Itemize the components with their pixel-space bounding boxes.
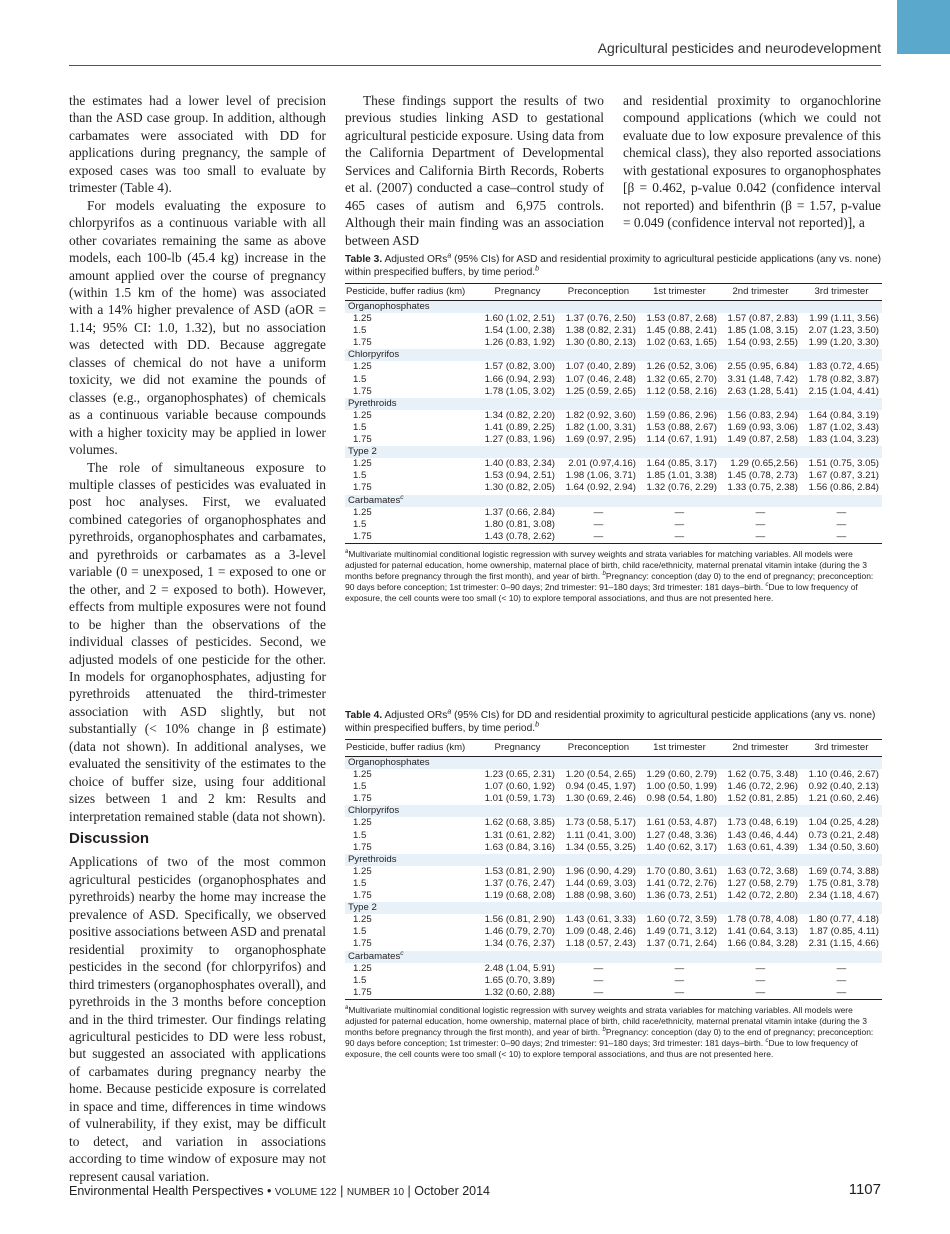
odds-ratio-cell: 1.53 (0.87, 2.68): [646, 313, 717, 325]
table-row: [345, 963, 882, 975]
odds-ratio-cell: 1.43 (0.46, 4.44): [727, 829, 798, 841]
table-row: [345, 793, 882, 805]
buffer-radius: 1.25: [353, 361, 372, 373]
odds-ratio-cell: 1.43 (0.78, 2.62): [484, 530, 555, 542]
odds-ratio-cell: 1.00 (0.50, 1.99): [646, 781, 717, 793]
buffer-radius: 1.5: [353, 926, 367, 938]
odds-ratio-cell: 2.07 (1.23, 3.50): [808, 325, 879, 337]
odds-ratio-cell: —: [674, 506, 685, 518]
buffer-radius: 1.75: [353, 482, 372, 494]
issue-number: NUMBER 10: [346, 1187, 405, 1198]
odds-ratio-cell: —: [593, 518, 604, 530]
odds-ratio-cell: 1.98 (1.06, 3.71): [565, 470, 636, 482]
buffer-radius: 1.5: [353, 470, 367, 482]
column-header: 3rd trimester: [801, 284, 882, 301]
buffer-radius: 1.25: [353, 962, 372, 974]
table-row: [345, 938, 882, 950]
odds-ratio-cell: 1.54 (1.00, 2.38): [484, 325, 555, 337]
table-row: [345, 842, 882, 854]
buffer-radius: 1.75: [353, 890, 372, 902]
table-row: [345, 337, 882, 349]
odds-ratio-cell: 1.40 (0.62, 3.17): [646, 841, 717, 853]
buffer-radius: 1.75: [353, 530, 372, 542]
odds-ratio-cell: 1.60 (1.02, 2.51): [484, 313, 555, 325]
odds-ratio-cell: —: [593, 986, 604, 998]
odds-ratio-cell: 1.87 (0.85, 4.11): [809, 926, 879, 938]
odds-ratio-cell: 1.80 (0.77, 4.18): [808, 914, 879, 926]
odds-ratio-cell: 1.02 (0.63, 1.65): [646, 337, 717, 349]
odds-ratio-cell: —: [593, 974, 604, 986]
odds-ratio-cell: 2.48 (1.04, 5.91): [484, 962, 555, 974]
odds-ratio-cell: 1.63 (0.61, 4.39): [727, 841, 798, 853]
buffer-radius: 1.75: [353, 938, 372, 950]
odds-ratio-cell: 1.70 (0.80, 3.61): [646, 865, 717, 877]
buffer-radius: 1.25: [353, 409, 372, 421]
odds-ratio-cell: 1.57 (0.82, 3.00): [484, 361, 555, 373]
buffer-radius: 1.25: [353, 865, 372, 877]
buffer-radius: 1.25: [353, 506, 372, 518]
odds-ratio-cell: 1.31 (0.61, 2.82): [484, 829, 555, 841]
odds-ratio-cell: —: [593, 962, 604, 974]
odds-ratio-cell: 1.36 (0.73, 2.51): [646, 890, 717, 902]
odds-ratio-cell: 1.69 (0.93, 3.06): [727, 421, 798, 433]
odds-ratio-cell: 1.56 (0.81, 2.90): [484, 914, 555, 926]
buffer-radius: 1.5: [353, 373, 367, 385]
odds-ratio-cell: 1.64 (0.92, 2.94): [565, 482, 636, 494]
odds-ratio-cell: 1.99 (1.20, 3.30): [808, 337, 879, 349]
odds-ratio-cell: 1.99 (1.11, 3.56): [809, 313, 879, 325]
odds-ratio-cell: 1.69 (0.97, 2.95): [565, 434, 636, 446]
odds-ratio-cell: 1.29 (0.65,2.56): [730, 458, 798, 470]
odds-ratio-cell: 1.33 (0.75, 2.38): [727, 482, 798, 494]
odds-ratio-cell: 1.66 (0.94, 2.93): [484, 373, 555, 385]
buffer-radius: 1.25: [353, 313, 372, 325]
volume: VOLUME 122: [274, 1187, 337, 1198]
odds-ratio-cell: 1.53 (0.81, 2.90): [484, 865, 555, 877]
buffer-radius: 1.75: [353, 986, 372, 998]
buffer-radius: 1.5: [353, 829, 367, 841]
column-header: Pregnancy: [477, 740, 558, 757]
buffer-radius: 1.75: [353, 337, 372, 349]
odds-ratio-cell: 1.78 (1.05, 3.02): [484, 385, 555, 397]
odds-ratio-cell: 1.21 (0.60, 2.46): [808, 793, 879, 805]
table-4: [345, 709, 882, 1060]
odds-ratio-cell: 1.07 (0.60, 1.92): [484, 781, 555, 793]
odds-ratio-cell: —: [836, 986, 847, 998]
paragraph: Applications of two of the most common agricultural pesticides (organophosphates and pyrethroids) nearby the home may increase the prevalence of ASD. Specifically, we observed positive associations between ASD and prenatal residential proximity to organophosphate pesticides in the second (for chlorpyrifos) and third trimesters (organophosphates overall), and pyrethroids in the 3 months before conception and in the third trimester. Our findings relating agricultural pesticides to DD were less robust, but suggested an associated with applications of carbamates during pregnancy nearby the home. Because pesticide exposure is correlated in space and time, differences in time windows of vulnerability, if they exist, may be difficult to detect, and variation in associations according to time window of exposure may not represent causal variation.: [69, 854, 326, 1184]
odds-ratio-cell: 1.09 (0.48, 2.46): [565, 926, 636, 938]
odds-ratio-cell: 1.82 (0.92, 3.60): [565, 409, 636, 421]
odds-ratio-cell: 1.64 (0.84, 3.19): [808, 409, 879, 421]
column-header: 2nd trimester: [720, 284, 801, 301]
table-row: [345, 361, 882, 373]
column-header: 2nd trimester: [720, 740, 801, 757]
column-header: Preconception: [558, 740, 639, 757]
odds-ratio-cell: 1.34 (0.55, 3.25): [565, 841, 636, 853]
odds-ratio-cell: 1.60 (0.72, 3.59): [646, 914, 717, 926]
table-row: [345, 458, 882, 470]
odds-ratio-cell: 1.65 (0.70, 3.89): [484, 974, 555, 986]
odds-ratio-cell: 2.34 (1.18, 4.67): [808, 890, 879, 902]
odds-ratio-cell: 2.63 (1.28, 5.41): [727, 385, 798, 397]
page-number: 1107: [848, 1181, 881, 1198]
table-footnote: $^a$Multivariate multinomial conditional logistic regression with survey weights and strata variables for matching variables. All models were adjusted for paternal education, home ownership, maternal place of birth, child race/ethnicity, maternal prenatal vitamin intake (during the 3 months before pregnancy through the first month), and year of birth. $^b$Pregnancy: conception (day 0) to the end of pregnancy; preconception: 90 days before conception; 1st trimester: 0–90 days; 2nd trimester: 91–180 days; 3rd trimester: 181 days–birth. $^c$Due to low frequency of exposure, the cell counts were too small (< 10) to explore temporal associations, and thus are not presented here.: [345, 1004, 874, 1060]
odds-ratio-cell: 1.49 (0.71, 3.12): [646, 926, 717, 938]
odds-ratio-cell: 1.64 (0.85, 3.17): [646, 458, 717, 470]
odds-ratio-cell: 1.30 (0.69, 2.46): [565, 793, 636, 805]
paragraph: the estimates had a lower level of precision than the ASD case group. In addition, although carbamates were associated with DD for applications during pregnancy, the sample of exposed cases was too small to evaluate by trimester (Table 4).: [69, 93, 326, 196]
table-row: [345, 386, 882, 398]
odds-ratio-cell: 1.01 (0.59, 1.73): [484, 793, 555, 805]
table-row: [345, 410, 882, 422]
odds-ratio-cell: 1.46 (0.79, 2.70): [484, 926, 555, 938]
odds-ratio-cell: 1.51 (0.75, 3.05): [808, 458, 879, 470]
odds-ratio-cell: —: [836, 530, 847, 542]
odds-ratio-cell: 1.57 (0.87, 2.83): [727, 313, 798, 325]
odds-ratio-cell: 1.26 (0.83, 1.92): [484, 337, 555, 349]
table-row: [345, 914, 882, 926]
odds-ratio-cell: 1.34 (0.82, 2.20): [484, 409, 555, 421]
buffer-radius: 1.5: [353, 974, 367, 986]
odds-ratio-cell: 1.88 (0.98, 3.60): [565, 890, 636, 902]
odds-ratio-cell: 1.83 (1.04, 3.23): [808, 434, 879, 446]
odds-ratio-cell: 1.37 (0.66, 2.84): [484, 506, 555, 518]
table-row: [345, 531, 882, 544]
odds-ratio-cell: 0.98 (0.54, 1.80): [646, 793, 717, 805]
odds-ratio-cell: 1.41 (0.64, 3.13): [727, 926, 798, 938]
separator: •: [267, 1184, 272, 1198]
odds-ratio-cell: —: [836, 506, 847, 518]
column-header: 1st trimester: [639, 740, 720, 757]
odds-ratio-cell: 1.45 (0.78, 2.73): [727, 470, 798, 482]
group-label: Organophosphates: [345, 757, 882, 770]
odds-ratio-cell: —: [593, 506, 604, 518]
right-column: [623, 92, 881, 232]
odds-ratio-cell: 1.49 (0.87, 2.58): [727, 434, 798, 446]
group-label: Pyrethroids: [345, 398, 882, 410]
odds-ratio-cell: —: [674, 962, 685, 974]
buffer-radius: 1.5: [353, 518, 367, 530]
odds-ratio-cell: 2.31 (1.15, 4.66): [808, 938, 879, 950]
journal-name: Environmental Health Perspectives: [69, 1184, 264, 1198]
odds-ratio-cell: —: [836, 518, 847, 530]
table-row: [345, 482, 882, 494]
odds-ratio-cell: 1.34 (0.76, 2.37): [484, 938, 555, 950]
odds-ratio-cell: 2.55 (0.95, 6.84): [727, 361, 798, 373]
odds-ratio-cell: 1.07 (0.40, 2.89): [565, 361, 636, 373]
odds-ratio-cell: 1.18 (0.57, 2.43): [565, 938, 636, 950]
table-row: [345, 769, 882, 781]
odds-ratio-cell: 1.75 (0.81, 3.78): [808, 877, 879, 889]
odds-ratio-cell: 1.11 (0.41, 3.00): [566, 829, 636, 841]
odds-ratio-cell: 1.52 (0.81, 2.85): [727, 793, 798, 805]
middle-column: [345, 92, 604, 249]
table-row: [345, 470, 882, 482]
paragraph: For models evaluating the exposure to chlorpyrifos as a continuous variable with all other covariates remaining the same as above models, each 100-lb (45.4 kg) increase in the amount applied over the course of pregnancy (within 1.5 km of the home) was associated with a 14% higher prevalence of ASD (aOR = 1.14; 95% CI: 1.0, 1.32), but no association was detected with DD. Because aggregate classes of chemical do not have a uniform toxicity, we did not examine the pounds of classes (e.g., organophosphates) of chemicals as a continuous variable because compounds with a higher toxicity may be applied in lower volumes.: [69, 197, 326, 458]
buffer-radius: 1.75: [353, 385, 372, 397]
odds-ratio-cell: 1.78 (0.82, 3.87): [808, 373, 879, 385]
buffer-radius: 1.25: [353, 914, 372, 926]
column-header: 3rd trimester: [801, 740, 882, 757]
odds-ratio-cell: 1.27 (0.58, 2.79): [727, 877, 798, 889]
odds-ratio-cell: —: [755, 974, 766, 986]
running-title: Agricultural pesticides and neurodevelopment: [597, 40, 881, 56]
group-label: Pyrethroids: [345, 854, 882, 866]
odds-ratio-cell: 1.62 (0.68, 3.85): [484, 817, 555, 829]
odds-ratio-cell: —: [674, 518, 685, 530]
odds-ratio-cell: —: [755, 530, 766, 542]
table-footnote: $^a$Multivariate multinomial conditional logistic regression with survey weights and strata variables for matching variables. All models were adjusted for paternal education, home ownership, maternal place of birth, child race/ethnicity, maternal prenatal vitamin intake (during the 3 months before pregnancy through the first month), and year of birth. $^b$Pregnancy: conception (day 0) to the end of pregnancy; preconception: 90 days before conception; 1st trimester: 0–90 days; 2nd trimester: 91–180 days; 3rd trimester: 181 days–birth. $^c$Due to low frequency of exposure, the cell counts were too small (< 10) to explore temporal associations, and thus are not presented here.: [345, 548, 874, 604]
left-column: [69, 92, 326, 1185]
odds-ratio-cell: 1.07 (0.46, 2.48): [565, 373, 636, 385]
odds-ratio-cell: 1.37 (0.76, 2.50): [565, 313, 636, 325]
table-row: [345, 975, 882, 987]
buffer-radius: 1.5: [353, 781, 367, 793]
odds-ratio-cell: 1.27 (0.83, 1.96): [484, 434, 555, 446]
odds-ratio-cell: —: [674, 530, 685, 542]
odds-ratio-cell: 1.56 (0.86, 2.84): [808, 482, 879, 494]
odds-ratio-cell: —: [836, 974, 847, 986]
odds-ratio-cell: 1.96 (0.90, 4.29): [565, 865, 636, 877]
odds-ratio-cell: 1.42 (0.72, 2.80): [727, 890, 798, 902]
data-table: [345, 283, 882, 544]
table-row: [345, 866, 882, 878]
buffer-radius: 1.75: [353, 793, 372, 805]
odds-ratio-cell: 2.15 (1.04, 4.41): [808, 385, 879, 397]
table-caption: Table 3. Adjusted ORs$^a$ (95% CIs) for ASD and residential proximity to agricultural pesticide applications (any vs. none) within prespecified buffers, by time period.$^b$: [345, 251, 882, 278]
column-header: Pesticide, buffer radius (km): [345, 284, 477, 301]
odds-ratio-cell: 1.10 (0.46, 2.67): [808, 769, 879, 781]
odds-ratio-cell: 1.41 (0.89, 2.25): [484, 421, 555, 433]
column-header: Pregnancy: [477, 284, 558, 301]
odds-ratio-cell: 1.83 (0.72, 4.65): [808, 361, 879, 373]
odds-ratio-cell: —: [674, 974, 685, 986]
odds-ratio-cell: 1.40 (0.83, 2.34): [484, 458, 555, 470]
odds-ratio-cell: —: [674, 986, 685, 998]
table-row: [345, 519, 882, 531]
odds-ratio-cell: 1.38 (0.82, 2.31): [565, 325, 636, 337]
table-row: [345, 926, 882, 938]
odds-ratio-cell: 1.37 (0.71, 2.64): [646, 938, 717, 950]
table-row: [345, 890, 882, 902]
odds-ratio-cell: 1.63 (0.72, 3.68): [727, 865, 798, 877]
group-label: Chlorpyrifos: [345, 349, 882, 361]
column-header: 1st trimester: [639, 284, 720, 301]
odds-ratio-cell: 1.73 (0.58, 5.17): [565, 817, 636, 829]
odds-ratio-cell: 1.66 (0.84, 3.28): [727, 938, 798, 950]
buffer-radius: 1.75: [353, 434, 372, 446]
table-row: [345, 374, 882, 386]
paragraph: These findings support the results of two previous studies linking ASD to gestational agricultural pesticide exposure. Using data from the California Department of Developmental Services and California Birth Records, Roberts et al. (2007) conducted a case–control study of 465 cases of autism and 6,975 controls. Although their main finding was an association between ASD: [345, 93, 604, 248]
buffer-radius: 1.5: [353, 877, 367, 889]
group-label: Chlorpyrifos: [345, 805, 882, 817]
table-row: [345, 987, 882, 1000]
page-footer: Environmental Health Perspectives • VOLUME 122 | NUMBER 10 | October 2014: [69, 1184, 491, 1198]
odds-ratio-cell: 1.25 (0.59, 2.65): [565, 385, 636, 397]
odds-ratio-cell: 1.41 (0.72, 2.76): [646, 877, 717, 889]
odds-ratio-cell: 1.27 (0.48, 3.36): [646, 829, 717, 841]
group-label: Carbamates$^c$: [345, 951, 882, 963]
column-header: Pesticide, buffer radius (km): [345, 740, 477, 757]
issue-date: October 2014: [414, 1184, 491, 1198]
odds-ratio-cell: 0.94 (0.45, 1.97): [565, 781, 636, 793]
data-table: [345, 739, 882, 1000]
odds-ratio-cell: 1.30 (0.82, 2.05): [484, 482, 555, 494]
group-label: Organophosphates: [345, 301, 882, 314]
table-row: [345, 878, 882, 890]
table-row: [345, 507, 882, 519]
column-header: Preconception: [558, 284, 639, 301]
buffer-radius: 1.5: [353, 421, 367, 433]
odds-ratio-cell: 1.62 (0.75, 3.48): [727, 769, 798, 781]
odds-ratio-cell: 0.92 (0.40, 2.13): [808, 781, 879, 793]
odds-ratio-cell: 1.85 (1.01, 3.38): [646, 470, 717, 482]
group-label: Carbamates$^c$: [345, 495, 882, 507]
odds-ratio-cell: 1.23 (0.65, 2.31): [484, 769, 555, 781]
odds-ratio-cell: —: [593, 530, 604, 542]
odds-ratio-cell: 1.61 (0.53, 4.87): [646, 817, 717, 829]
table-row: [345, 422, 882, 434]
buffer-radius: 1.75: [353, 841, 372, 853]
buffer-radius: 1.25: [353, 769, 372, 781]
odds-ratio-cell: 1.59 (0.86, 2.96): [646, 409, 717, 421]
table-row: [345, 830, 882, 842]
odds-ratio-cell: 1.46 (0.72, 2.96): [727, 781, 798, 793]
odds-ratio-cell: 1.20 (0.54, 2.65): [565, 769, 636, 781]
odds-ratio-cell: 1.53 (0.88, 2.67): [646, 421, 717, 433]
odds-ratio-cell: 1.45 (0.88, 2.41): [646, 325, 717, 337]
paragraph: and residential proximity to organochlorine compound applications (which we could not evaluate due to low exposure prevalence of this chemical class), they also reported associations with gestational exposures to organophosphates [β = 0.462, p-value 0.042 (confidence interval not reported) and bifenthrin (β = 1.57, p-value = 0.049 (confidence interval not reported)], a: [623, 93, 881, 231]
odds-ratio-cell: 0.73 (0.21, 2.48): [808, 829, 879, 841]
odds-ratio-cell: —: [755, 962, 766, 974]
group-label: Type 2: [345, 902, 882, 914]
table-row: [345, 325, 882, 337]
odds-ratio-cell: 1.54 (0.93, 2.55): [727, 337, 798, 349]
buffer-radius: 1.25: [353, 458, 372, 470]
odds-ratio-cell: —: [755, 506, 766, 518]
odds-ratio-cell: 1.80 (0.81, 3.08): [484, 518, 555, 530]
odds-ratio-cell: 1.44 (0.69, 3.03): [565, 877, 636, 889]
table-row: [345, 313, 882, 325]
color-tab: [897, 0, 950, 54]
odds-ratio-cell: 1.53 (0.94, 2.51): [484, 470, 555, 482]
odds-ratio-cell: 1.26 (0.52, 3.06): [646, 361, 717, 373]
odds-ratio-cell: 1.19 (0.68, 2.08): [484, 890, 555, 902]
header-rule: [69, 65, 881, 66]
odds-ratio-cell: —: [836, 962, 847, 974]
odds-ratio-cell: 1.04 (0.25, 4.28): [808, 817, 879, 829]
odds-ratio-cell: 1.43 (0.61, 3.33): [565, 914, 636, 926]
odds-ratio-cell: 2.01 (0.97,4.16): [568, 458, 636, 470]
odds-ratio-cell: 1.85 (1.08, 3.15): [727, 325, 798, 337]
buffer-radius: 1.5: [353, 325, 367, 337]
odds-ratio-cell: 1.73 (0.48, 6.19): [727, 817, 798, 829]
odds-ratio-cell: 1.32 (0.60, 2.88): [484, 986, 555, 998]
odds-ratio-cell: —: [755, 518, 766, 530]
odds-ratio-cell: 1.29 (0.60, 2.79): [646, 769, 717, 781]
odds-ratio-cell: 1.56 (0.83, 2.94): [727, 409, 798, 421]
odds-ratio-cell: 1.87 (1.02, 3.43): [808, 421, 879, 433]
odds-ratio-cell: 1.30 (0.80, 2.13): [565, 337, 636, 349]
odds-ratio-cell: 3.31 (1.48, 7.42): [727, 373, 798, 385]
odds-ratio-cell: —: [755, 986, 766, 998]
table-row: [345, 434, 882, 446]
table-row: [345, 817, 882, 829]
group-label: Type 2: [345, 446, 882, 458]
odds-ratio-cell: 1.69 (0.74, 3.88): [808, 865, 879, 877]
buffer-radius: 1.25: [353, 817, 372, 829]
odds-ratio-cell: 1.34 (0.50, 3.60): [808, 841, 879, 853]
section-heading-discussion: Discussion: [69, 830, 150, 848]
odds-ratio-cell: 1.63 (0.84, 3.16): [484, 841, 555, 853]
odds-ratio-cell: 1.12 (0.58, 2.16): [646, 385, 717, 397]
odds-ratio-cell: 1.67 (0.87, 3.21): [808, 470, 879, 482]
odds-ratio-cell: 1.32 (0.65, 2.70): [646, 373, 717, 385]
table-row: [345, 781, 882, 793]
table-3: [345, 253, 882, 604]
odds-ratio-cell: 1.78 (0.78, 4.08): [727, 914, 798, 926]
table-caption: Table 4. Adjusted ORs$^a$ (95% CIs) for DD and residential proximity to agricultural pesticide applications (any vs. none) within prespecified buffers, by time period.$^b$: [345, 707, 876, 734]
odds-ratio-cell: 1.82 (1.00, 3.31): [565, 421, 636, 433]
odds-ratio-cell: 1.14 (0.67, 1.91): [646, 434, 717, 446]
paragraph: The role of simultaneous exposure to multiple classes of pesticides was evaluated in post hoc analyses. First, we evaluated combined categories of organophosphates and pyrethroids, organophosphates and carbamates, and pyrethroids or carbamates as a 3-level variable (0 = unexposed, 1 = exposed to one or the other, and 2 = exposed to both). However, effects from multiple exposures were not found to be higher than the observations of the individual classes of pesticides. Second, we adjusted models of one pesticide for the other. In models for organophosphates, adjusting for pyrethroids attenuated the third-trimester association with ASD slightly, but not substantially (< 10% change in β estimate) (data not shown). In additional analyses, we evaluated the sensitivity of the estimates to the choice of buffer size, using four additional sizes between 1 and 2 km: Results and interpretation remained stable (data not shown).: [69, 459, 326, 824]
odds-ratio-cell: 1.32 (0.76, 2.29): [646, 482, 717, 494]
odds-ratio-cell: 1.37 (0.76, 2.47): [484, 877, 555, 889]
